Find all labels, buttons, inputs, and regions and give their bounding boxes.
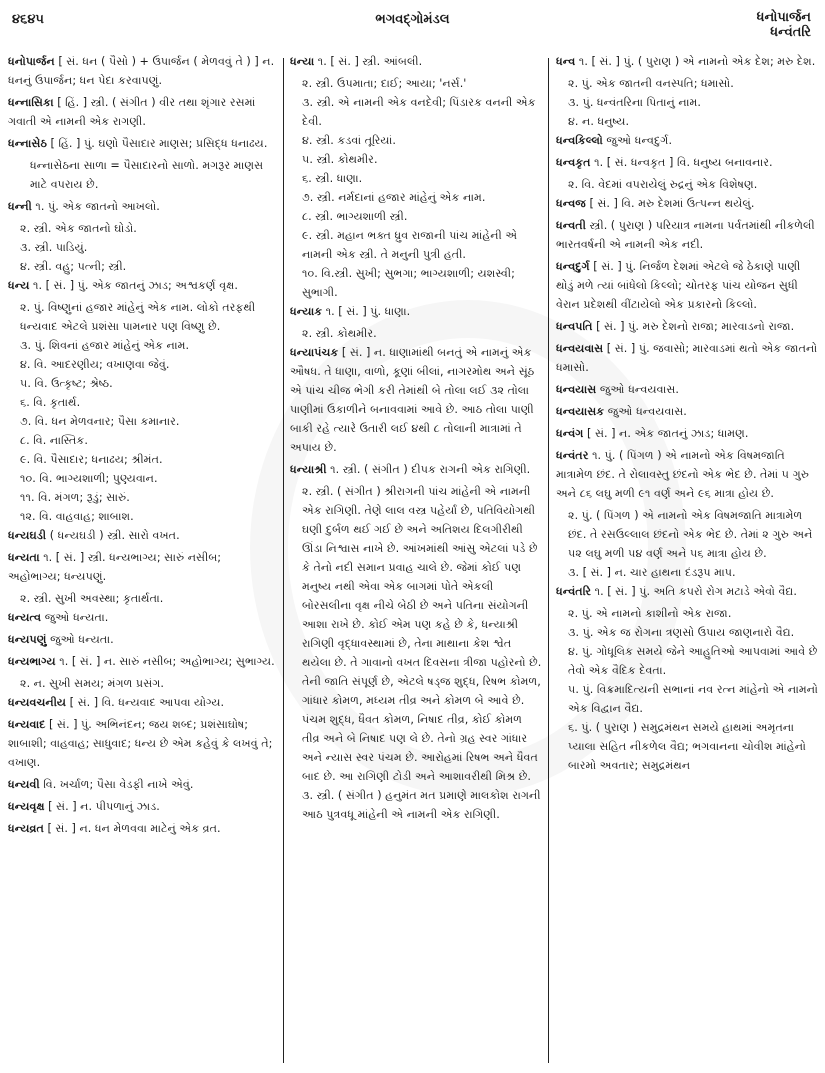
entry-definition: ૧. [ સં. ] પું. એક જાતનું ઝાડ; અશ્વકર્ણ વૃક્ષ. xyxy=(33,279,238,292)
dictionary-entry xyxy=(556,131,818,150)
entry-sense: ૩. સ્ત્રી. પાડિયું. xyxy=(20,241,88,254)
dictionary-entry xyxy=(8,276,276,295)
entry-sense: ૨. પું. એક જાતની વનસ્પતિ; ધમાસો. xyxy=(568,77,734,90)
entry-definition: જુઓ ધન્વદુર્ગ. xyxy=(606,134,672,147)
entry-sense: ૭. વિ. ધન મેળવનાર; પૈસા કમાનાર. xyxy=(20,415,180,428)
entry-definition: [ હિં. ] સ્ત્રી. ( સંગીત ) વીર તથા શૃંગાર રસમાં ગવાતી એ નામની એક રાગણી. xyxy=(8,96,256,128)
dictionary-entry xyxy=(556,52,818,71)
entry-headword: ધન્વયાસક xyxy=(556,405,605,418)
entry-headword: ધન્વતી xyxy=(556,219,586,232)
entry-sense: ૨. સ્ત્રી. ( સંગીત ) શ્રીરાગની પાંચ માંહેની એ નામની એક રાગિણી. તેણે લાલ વસ્ત્ર પહેર્યાં છે, પતિવિયોગથી ઘણી દુર્બળ થઈ ગઈ છે અને અતિશય દિલગીરીથી ઊંડા નિશ્વાસ નાખે છે. આંખમાંથી આંસુ એટલાં પડે છે કે તેનો નદી સમાન પ્રવાહ ચાલે છે. જેમાં કોઈ પણ મનુષ્ય નથી એવા એક બાગમાં પોતે એકલી બોરસલીના વૃક્ષ નીચે બેઠી છે અને પતિના સંયોગની આશા રાખે છે. કોઈ એમ પણ કહે છે કે, ધન્યાશ્રી રાગિણી વૃદ્ધાવસ્થામાં છે, તેના માથાના કેશ શ્વેત થયેલા છે. તે ગાવાનો વખત દિવસના ત્રીજા પહોરનો છે. તેની જાતિ સંપૂર્ણ છે, એટલે ષડ્જ શુદ્ધ, રિષભ કોમળ, ગાંધાર કોમળ, મધ્યમ તીવ્ર અને કોમળ બે આવે છે. પંચમ શુદ્ધ, ધૈવત કોમળ, નિષાદ તીવ્ર, કોઈ કોમળ તીવ્ર અને બે નિષાદ પણ લે છે. તેનો ગ્રહ સ્વર ગાંધાર અને ન્યાસ સ્વર પંચમ છે. આરોહમાં રિષભ અને ધૈવત બાદ છે. આ રાગિણી ટોડી અને આશાવરીથી મિશ્ર છે. xyxy=(302,485,542,783)
entry-headword: ધન્વજ xyxy=(556,197,586,210)
dictionary-entry xyxy=(8,548,276,586)
dictionary-entry xyxy=(556,380,818,399)
entry-sense: ૯. વિ. પૈસાદાર; ધનાઢય; શ્રીમંત. xyxy=(20,453,163,466)
entry-headword: ધન્યપણું xyxy=(8,633,47,646)
entry-usage-example: ધન્નાસેઠના સાળા = પૈસાદારનો સાળો. મગરૂર માણસ માટે વપરાય છે. xyxy=(30,159,264,191)
column-divider xyxy=(283,58,284,1063)
entry-headword: ધન્વ xyxy=(556,55,576,68)
entry-sense: ૫. પું. વિક્રમાદિત્યની સભાનાં નવ રત્ન માંહેનો એ નામનો એક વિદ્વાન વૈદ્ય. xyxy=(568,683,818,715)
entry-definition: [ સં. ] વિ. ધન્યવાદ આપવા યોગ્ય. xyxy=(69,696,225,709)
entry-headword: ધન્વકૃત xyxy=(556,156,591,169)
entry-definition: [ હિં. ] પું. ઘણો પૈસાદાર માણસ; પ્રસિદ્ધ ધનાઢય. xyxy=(50,137,268,150)
entry-headword: ધનોપાર્જન xyxy=(8,55,55,68)
entry-definition: [ સં. ] પું. જવાસો; મારવાડમાં થતો એક જાતનો ધમાસો. xyxy=(556,342,818,374)
entry-sense: ૬. વિ. કૃતાર્થ. xyxy=(20,396,81,409)
dictionary-entry xyxy=(556,402,818,421)
entry-headword: ધન્યાશ્રી xyxy=(290,463,327,476)
entry-sense: ૭. સ્ત્રી. નર્મદાનાં હજાર માંહેનું એક નામ. xyxy=(302,191,486,204)
entry-sense: ૫. વિ. ઉત્કૃષ્ટ; શ્રેષ્ઠ. xyxy=(20,377,113,390)
entry-definition: સ્ત્રી. ( પુરાણ ) પરિયાત્ર નામના પર્વતમાંથી નીકળેલી ભારતવર્ષની એ નામની એક નદી. xyxy=(556,219,815,251)
entry-sense: ૩. પું. એક જ રોગના ત્રણસો ઉપાય જાણનારો વૈદ્ય. xyxy=(568,626,795,639)
dictionary-entry xyxy=(8,93,276,131)
column-3 xyxy=(556,52,818,1063)
entry-headword: ધન્યવ્રત xyxy=(8,822,44,835)
dictionary-entry xyxy=(8,715,276,772)
entry-sense: ૪. વિ. આદરણીય; વખાણવા જેવું. xyxy=(20,358,170,371)
entry-definition: ૧. [ સં. ] પું. ( પુરાણ ) એ નામનો એક દેશ; મરુ દેશ. xyxy=(578,55,816,68)
entry-headword: ધન્યવચનીય xyxy=(8,696,67,709)
entry-definition: જુઓ ધન્વયવાસ. xyxy=(607,405,687,418)
entry-headword: ધન્યવી xyxy=(8,778,40,791)
column-2 xyxy=(290,52,542,1063)
dictionary-entry xyxy=(8,630,276,649)
entry-headword: ધન્વંગ xyxy=(556,427,584,440)
entry-headword: ધન્યા xyxy=(290,55,315,68)
entry-sense: ૮. સ્ત્રી. ભાગ્યશાળી સ્ત્રી. xyxy=(302,210,408,223)
guide-words xyxy=(757,10,811,40)
entry-definition: જુઓ ધન્યતા. xyxy=(50,633,114,646)
entry-sense: ૬. સ્ત્રી. ધાણા. xyxy=(302,172,363,185)
entry-definition: [ સં. ] પું. નિર્જળ દેશમાં એટલે જે ઠેકાણે પાણી થોડું મળે ત્યાં બાંધેલો કિલ્લો; ચોતરફ પાંચ યોજન સુધી વેરાન પ્રદેશથી વીંટાયેલો એક પ્રકારનો કિલ્લો. xyxy=(556,260,801,311)
dictionary-entry xyxy=(290,52,542,71)
entry-sense: ૨. ન. સુખી સમય; મંગળ પ્રસંગ. xyxy=(20,677,164,690)
entry-sense: ૧૧. વિ. મંગળ; રૂડું; સારું. xyxy=(20,491,130,504)
entry-definition: [ સં. ધન ( પૈસો ) + ઉપાર્જન ( મેળવવું તે ) ] ન. ધનનું ઉપાર્જન; ધન પેદા કરવાપણું. xyxy=(8,55,275,87)
entry-definition: ૧. પું. ( પિંગળ ) એ નામનો એક વિષમજાતિ માત્રામેળ છંદ. તે રોલાવસ્તુ છંદનો એક ભેદ છે. તેમાં ૫ ગુરુ અને ૮૬ લઘુ મળી ૯૧ વર્ણ અને ૯૬ માત્રા હોય છે. xyxy=(556,449,809,500)
entry-sense: ૧૨. વિ. વાહવાહ; શાબાશ. xyxy=(20,510,134,523)
entry-sense: ૩. પું. ધન્વંતરિના પિતાનું નામ. xyxy=(568,96,701,109)
entry-sense: ૩. સ્ત્રી. એ નામની એક વનદેવી; પિંડારક વનની એક દેવી. xyxy=(302,96,536,128)
entry-headword: ધન્નાસેઠ xyxy=(8,137,47,150)
dictionary-entry xyxy=(556,194,818,213)
entry-sense: ૪. સ્ત્રી. વહુ; પત્ની; સ્ત્રી. xyxy=(20,260,127,273)
entry-sense: ૨. સ્ત્રી. સુખી અવસ્થા; કૃતાર્થતા. xyxy=(20,592,164,605)
entry-headword: ધન્વંતરિ xyxy=(556,585,592,598)
entry-sense: ૨. પું. ( પિંગળ ) એ નામનો એક વિષમજાતિ માત્રામેળ છંદ. તે રસઉલ્લાલ છંદનો એક ભેદ છે. તેમાં ૨ ગુરુ અને ૫૨ લઘુ મળી ૫૪ વર્ણ અને ૫૬ માત્રા હોય છે. xyxy=(568,509,813,560)
dictionary-entry xyxy=(8,608,276,627)
entry-definition: ૧. [ સં. ] સ્ત્રી. ધન્યભાગ્ય; સારું નસીબ; અહોભાગ્ય; ધન્યપણું. xyxy=(8,551,222,583)
dictionary-entry xyxy=(556,424,818,443)
entry-definition: ૧. [ સં. ] સ્ત્રી. આંબલી. xyxy=(317,55,423,68)
entry-headword: ધન્ની xyxy=(8,200,32,213)
page-number: ૪૬૪૫ xyxy=(12,12,44,27)
entry-sense: ૯. સ્ત્રી. મહાન ભક્ત ધ્રુવ રાજાની પાંચ માંહેની એ નામની એક સ્ત્રી. તે મનુની પુત્રી હતી. xyxy=(302,229,518,261)
entry-sense: ૨. વિ. વેદમાં વપરાયેલું રુદ્રનું એક વિશેષણ. xyxy=(568,178,758,191)
entry-headword: ધન્વયાસ xyxy=(556,383,597,396)
dictionary-entry xyxy=(556,582,818,601)
entry-definition: ૧. સ્ત્રી. ( સંગીત ) દીપક રાગની એક રાગિણી. xyxy=(330,463,531,476)
entry-definition: [ સં. ] પું. અભિનંદન; જય શબ્દ; પ્રશંસાઘોષ; શાબાશી; વાહવાહ; સાધુવાદ; ધન્ય છે એમ કહેવું કે લખવું તે; વખાણ. xyxy=(8,718,273,769)
entry-sense: ૩. પું. શિવનાં હજાર માંહેનું એક નામ. xyxy=(20,339,190,352)
entry-definition: [ સં. ] ન. પીપળાનું ઝાડ. xyxy=(48,800,160,813)
entry-headword: ધન્યવાદ xyxy=(8,718,46,731)
entry-sense: ૪. પું. ગોધૂલિક સમયે જેને આહુતિઓ આપવામાં આવે છે તેવો એક વૈદિક દેવતા. xyxy=(568,645,818,677)
entry-headword: ધન્ય xyxy=(8,279,30,292)
guide-word-first: ધનોપાર્જન xyxy=(756,10,811,25)
dictionary-entry xyxy=(8,775,276,794)
entry-sense: ૨. સ્ત્રી. ઉપમાતા; દાઈ; આયા; 'નર્સ.' xyxy=(302,77,467,90)
entry-headword: ધન્વપતિ xyxy=(556,320,593,333)
entry-headword: ધન્યઘડી xyxy=(8,529,47,542)
dictionary-columns xyxy=(0,52,825,1073)
entry-headword: ધન્વદુર્ગ xyxy=(556,260,590,273)
dictionary-entry xyxy=(290,460,542,479)
entry-sense: ૨. પું. એ નામનો કાશીનો એક રાજા. xyxy=(568,607,732,620)
dictionary-entry xyxy=(8,797,276,816)
entry-definition: ૧. [ સં. ] પું. ધાણા. xyxy=(325,305,411,318)
entry-sense: ૩. [ સં. ] ન. ચાર હાથના દંડરૂપ માપ. xyxy=(568,566,736,579)
entry-headword: ધન્યાક xyxy=(290,305,323,318)
dictionary-entry xyxy=(556,339,818,377)
entry-definition: વિ. ખર્ચાળ; પૈસા વેડફી નાખે એવું. xyxy=(43,778,194,791)
dictionary-entry xyxy=(556,446,818,503)
dictionary-entry xyxy=(556,153,818,172)
dictionary-entry xyxy=(8,197,276,216)
entry-headword: ધન્નાસિકા xyxy=(8,96,54,109)
entry-definition: [ સં. ] ન. ધાણામાંથી બનતું એ નામનું એક ઔષધ. તે ધાણા, વાળો, કૂણાં બીલાં, નાગરમોથ અને સૂંઠ એ પાંચ ચીજ ભેગી કરી તેમાંથી બે તોલા લઈ ૩૨ તોલા પાણીમાં ઉકાળીને બનાવવામાં આવે છે. આઠ તોલા પાણી બાકી રહે ત્યારે ઉતારી લઈ ૪થી ૮ તોલાની માત્રામાં તે અપાય છે. xyxy=(290,346,535,454)
column-1 xyxy=(8,52,276,1063)
entry-sense: ૨. સ્ત્રી. એક જાતનો ઘોડો. xyxy=(20,222,137,235)
book-title: ભગવદ્ગોમંડલ xyxy=(375,12,450,27)
entry-definition: [ સં. ] ન. ધન મેળવવા માટેનું એક વ્રત. xyxy=(47,822,221,835)
column-divider xyxy=(548,58,549,1063)
entry-definition: [ સં. ] પું. મરુ દેશનો રાજા; મારવાડનો રાજા. xyxy=(596,320,795,333)
entry-sense: ૩. સ્ત્રી. ( સંગીત ) હનુમંત મત પ્રમાણે માલકોશ રાગની આઠ પુત્રવધૂ માંહેની એ નામની એક રાગિણી. xyxy=(302,789,541,821)
entry-sense: ૬. પું. ( પુરાણ ) સમુદ્રમંથન સમયે હાથમાં અમૃતના પ્યાલા સહિત નીકળેલ વૈદ્ય; ભગવાનના ચોવીશ માંહેનો બારમો અવતાર; સમુદ્રમંથન xyxy=(568,721,806,772)
entry-headword: ધન્યત્વ xyxy=(8,611,42,624)
entry-definition: જુઓ ધન્વયવાસ. xyxy=(599,383,679,396)
dictionary-entry xyxy=(290,302,542,321)
entry-definition: [ સં. ] વિ. મરુ દેશમાં ઉત્પન્ન થયેલું. xyxy=(589,197,755,210)
dictionary-entry xyxy=(8,526,276,545)
entry-definition: [ સં. ] ન. એક જાતનું ઝાડ; ધામણ. xyxy=(587,427,749,440)
entry-definition: ૧. [ સં. ] પું. અતિ કપરો રોગ મટાડે એવો વૈદ્ય. xyxy=(594,585,797,598)
entry-definition: ૧. [ સં. ] ન. સારું નસીબ; અહોભાગ્ય; સુભાગ્ય. xyxy=(59,655,275,668)
entry-headword: ધન્વયવાસ xyxy=(556,342,604,355)
page-header xyxy=(0,10,825,44)
entry-headword: ધન્વંતર xyxy=(556,449,589,462)
entry-sense: ૮. વિ. નાસ્તિક. xyxy=(20,434,88,447)
entry-definition: ૧. પું. એક જાતનો આખલો. xyxy=(35,200,160,213)
entry-headword: ધન્યાપંચક xyxy=(290,346,339,359)
dictionary-entry xyxy=(556,216,818,254)
entry-headword: ધન્યવૃક્ષ xyxy=(8,800,45,813)
entry-sense: ૨. પું. વિષ્ણુનાં હજાર માંહેનું એક નામ. લોકો તરફથી ધન્યવાદ એટલે પ્રશંસા પામનાર પણ વિષ્ણુ છે. xyxy=(20,301,256,333)
entry-sense: ૨. સ્ત્રી. કોથમીર. xyxy=(302,327,377,340)
dictionary-entry xyxy=(8,52,276,90)
entry-sense: ૧૦. વિ. ભાગ્યશાળી; પુણ્યવાન. xyxy=(20,472,158,485)
entry-sense: ૧૦. વિ.સ્ત્રી. સુખી; સુભગા; ભાગ્યશાળી; યશસ્વી; સુભાગી. xyxy=(302,267,515,299)
dictionary-entry xyxy=(556,257,818,314)
entry-sense: ૪. સ્ત્રી. કડવાં તૂરિયાં. xyxy=(302,134,396,147)
entry-definition: જુઓ ધન્યતા. xyxy=(44,611,109,624)
dictionary-entry xyxy=(290,343,542,457)
dictionary-entry xyxy=(8,134,276,153)
entry-headword: ધન્વકિલ્લો xyxy=(556,134,603,147)
entry-headword: ધન્યતા xyxy=(8,551,40,564)
entry-headword: ધન્યભાગ્ય xyxy=(8,655,56,668)
dictionary-entry xyxy=(8,693,276,712)
guide-word-last: ધન્વંતરિ xyxy=(770,25,811,40)
entry-sense: ૫. સ્ત્રી. કોથમીર. xyxy=(302,153,378,166)
dictionary-entry xyxy=(8,652,276,671)
entry-sense: ૪. ન. ધનુષ્ય. xyxy=(568,115,630,128)
dictionary-entry xyxy=(556,317,818,336)
entry-definition: ૧. [ સં. ધન્વકૃત ] વિ. ધનુષ્ય બનાવનાર. xyxy=(594,156,773,169)
dictionary-entry xyxy=(8,819,276,838)
entry-definition: ( ધન્યઘડી ) સ્ત્રી. સારો વખત. xyxy=(49,529,180,542)
